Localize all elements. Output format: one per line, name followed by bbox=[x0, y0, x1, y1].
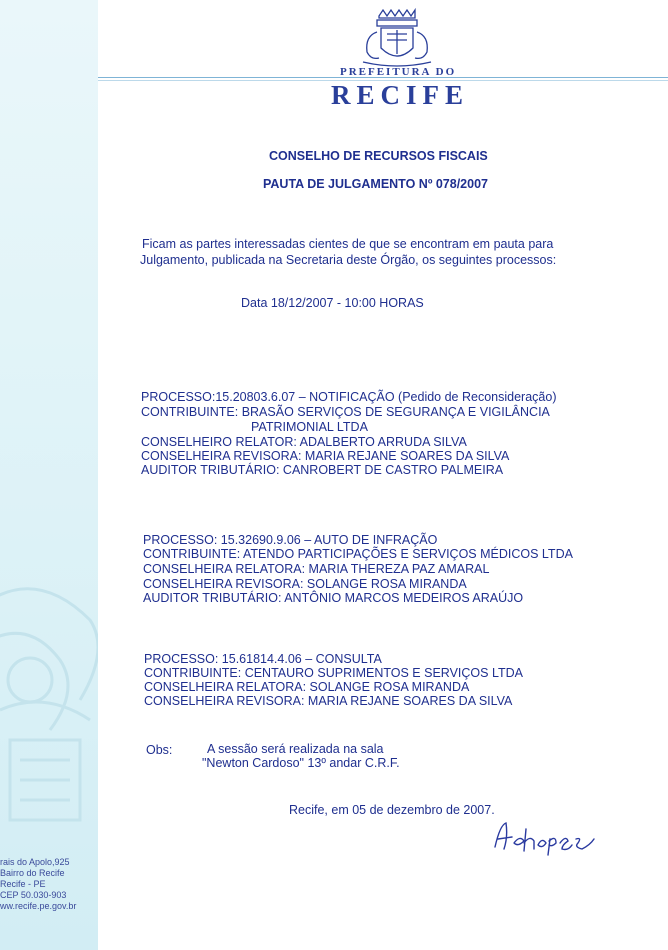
obs-label: Obs: bbox=[146, 743, 173, 757]
address-line: Bairro do Recife bbox=[0, 868, 65, 878]
obs-line: A sessão será realizada na sala bbox=[207, 742, 384, 756]
process-contributor-cont: PATRIMONIAL LTDA bbox=[251, 420, 368, 434]
process-contributor: CONTRIBUINTE: ATENDO PARTICIPAÇÕES E SERVIÇOS MÉDICOS LTDA bbox=[143, 547, 573, 561]
process-contributor: CONTRIBUINTE: CENTAURO SUPRIMENTOS E SERVIÇOS LTDA bbox=[144, 666, 523, 680]
process-revisor: CONSELHEIRA REVISORA: MARIA REJANE SOARES DA SILVA bbox=[141, 449, 510, 463]
process-auditor: AUDITOR TRIBUTÁRIO: CANROBERT DE CASTRO PALMEIRA bbox=[141, 463, 504, 477]
process-contributor: CONTRIBUINTE: BRASÃO SERVIÇOS DE SEGURANÇA E VIGILÂNCIA bbox=[141, 405, 550, 419]
org-name-big: RECIFE bbox=[331, 80, 470, 110]
process-number: PROCESSO: 15.61814.4.06 – CONSULTA bbox=[144, 652, 382, 666]
address-line: rais do Apolo,925 bbox=[0, 857, 70, 867]
process-revisor: CONSELHEIRA REVISORA: MARIA REJANE SOARES DA SILVA bbox=[144, 694, 513, 708]
council-title: CONSELHO DE RECURSOS FISCAIS bbox=[269, 149, 488, 163]
city-coat-of-arms-logo bbox=[357, 8, 437, 70]
process-relator: CONSELHEIRA RELATORA: SOLANGE ROSA MIRANDA bbox=[144, 680, 470, 694]
session-date: Data 18/12/2007 - 10:00 HORAS bbox=[241, 296, 424, 310]
footer-address bbox=[0, 857, 80, 912]
process-auditor: AUDITOR TRIBUTÁRIO: ANTÔNIO MARCOS MEDEIROS ARAÚJO bbox=[143, 591, 524, 605]
process-relator: CONSELHEIRO RELATOR: ADALBERTO ARRUDA SILVA bbox=[141, 435, 467, 449]
city-emblem-watermark bbox=[0, 560, 98, 860]
address-line: Recife - PE bbox=[0, 879, 46, 889]
org-name-small: PREFEITURA DO bbox=[340, 66, 457, 78]
closing-date: Recife, em 05 de dezembro de 2007. bbox=[289, 803, 495, 817]
address-line: CEP 50.030-903 bbox=[0, 890, 67, 900]
process-number: PROCESSO:15.20803.6.07 – NOTIFICAÇÃO (Pedido de Reconsideração) bbox=[141, 390, 557, 404]
process-number: PROCESSO: 15.32690.9.06 – AUTO DE INFRAÇÃO bbox=[143, 533, 438, 547]
process-relator: CONSELHEIRA RELATORA: MARIA THEREZA PAZ AMARAL bbox=[143, 562, 490, 576]
decorative-sidebar bbox=[0, 0, 98, 950]
intro-line: Ficam as partes interessadas cientes de que se encontram em pauta para bbox=[142, 237, 554, 251]
handwritten-signature bbox=[490, 817, 605, 857]
obs-line: "Newton Cardoso" 13º andar C.R.F. bbox=[202, 756, 400, 770]
process-revisor: CONSELHEIRA REVISORA: SOLANGE ROSA MIRANDA bbox=[143, 577, 467, 591]
intro-line: Julgamento, publicada na Secretaria deste Órgão, os seguintes processos: bbox=[140, 253, 557, 267]
agenda-title: PAUTA DE JULGAMENTO Nº 078/2007 bbox=[263, 177, 488, 191]
address-line: ww.recife.pe.gov.br bbox=[0, 901, 77, 911]
